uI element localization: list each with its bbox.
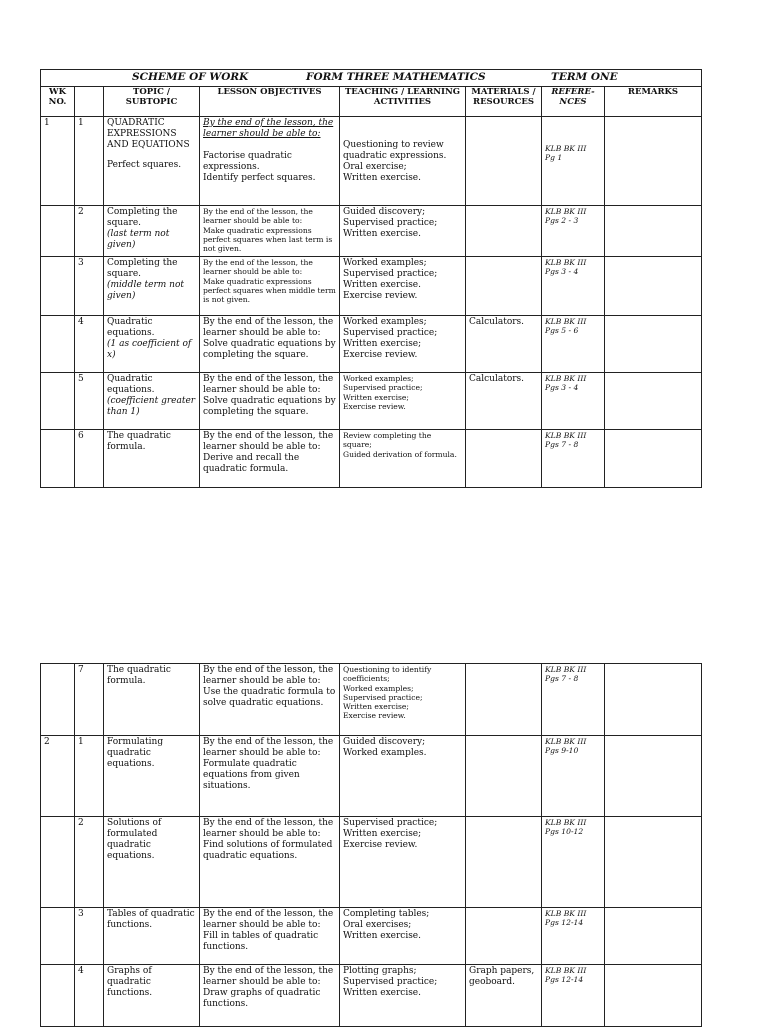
remarks-cell xyxy=(605,430,702,488)
remarks-cell xyxy=(605,257,702,316)
objectives-cell xyxy=(200,373,340,430)
objectives-cell xyxy=(200,965,340,1027)
objectives-cell xyxy=(200,316,340,373)
materials-cell xyxy=(466,908,542,965)
objective-text: Use the quadratic formula to solve quadratic equations. xyxy=(203,686,336,708)
activities-cell: Plotting graphs; Supervised practice; Written exercise. xyxy=(340,965,466,1027)
objective-text: Draw graphs of quadratic functions. xyxy=(203,987,321,1009)
materials-cell: Calculators. xyxy=(466,373,542,430)
header-topic: TOPIC / SUBTOPIC xyxy=(104,87,200,117)
objective-intro: By the end of the lesson, the learner should be able to: xyxy=(203,665,334,686)
header-lesson xyxy=(75,87,104,117)
topic-cell xyxy=(104,206,200,257)
header-wk: WK NO. xyxy=(41,87,75,117)
references-cell: KLB BK III Pgs 3 - 4 xyxy=(542,257,605,316)
materials-cell xyxy=(466,117,542,206)
lesson-cell: 2 xyxy=(75,206,104,257)
lesson-cell: 1 xyxy=(75,736,104,817)
lesson-cell: 2 xyxy=(75,817,104,908)
subtopic-note: (coefficient greater than 1) xyxy=(107,395,196,417)
objective-intro: By the end of the lesson, the learner should be able to: xyxy=(203,966,334,987)
activities-text: Questioning to review quadratic expressions. Oral exercise; Written exercise. xyxy=(343,140,447,183)
activities-cell: Completing tables; Oral exercises; Written exercise. xyxy=(340,908,466,965)
scheme-table-page1 xyxy=(40,69,702,488)
table-row xyxy=(41,430,702,488)
objective-intro: By the end of the lesson, the learner should be able to: xyxy=(203,207,313,226)
objectives-cell xyxy=(200,908,340,965)
week-cell xyxy=(41,817,75,908)
lesson-cell: 4 xyxy=(75,965,104,1027)
topic-cell xyxy=(104,430,200,488)
lesson-cell: 6 xyxy=(75,430,104,488)
objective-intro: By the end of the lesson, the learner should be able to: xyxy=(203,118,334,139)
objectives-cell xyxy=(200,430,340,488)
materials-cell xyxy=(466,206,542,257)
term-title: TERM ONE xyxy=(551,71,618,83)
materials-cell xyxy=(466,736,542,817)
objective-intro: By the end of the lesson, the learner should be able to: xyxy=(203,818,334,839)
week-cell xyxy=(41,965,75,1027)
week-cell xyxy=(41,257,75,316)
table-row xyxy=(41,373,702,430)
topic-text: Completing the square. xyxy=(107,207,178,228)
table-row xyxy=(41,316,702,373)
materials-cell xyxy=(466,257,542,316)
topic-cell xyxy=(104,316,200,373)
topic-cell: Formulating quadratic equations. xyxy=(104,736,200,817)
references-cell: KLB BK III Pgs 5 - 6 xyxy=(542,316,605,373)
materials-cell: Graph papers, geoboard. xyxy=(466,965,542,1027)
topic-text: Quadratic equations. xyxy=(107,374,155,395)
remarks-cell xyxy=(605,664,702,736)
subtopic-note: (1 as coefficient of x) xyxy=(107,338,192,360)
lesson-cell: 3 xyxy=(75,257,104,316)
activities-cell: Guided discovery; Worked examples. xyxy=(340,736,466,817)
objectives-cell xyxy=(200,736,340,817)
references-cell: KLB BK III Pgs 7 - 8 xyxy=(542,430,605,488)
remarks-cell xyxy=(605,736,702,817)
lesson-cell: 1 xyxy=(75,117,104,206)
activities-cell: Review completing the square; Guided derivation of formula. xyxy=(340,430,466,488)
subtopic-note: (middle term not given) xyxy=(107,279,184,301)
table-row xyxy=(41,257,702,316)
objective-intro: By the end of the lesson, the learner should be able to: xyxy=(203,258,313,277)
objective-intro: By the end of the lesson, the learner should be able to: xyxy=(203,909,334,930)
topic-text: The quadratic formula. xyxy=(107,431,171,452)
objective-intro: By the end of the lesson, the learner should be able to: xyxy=(203,737,334,758)
remarks-cell xyxy=(605,908,702,965)
table-row xyxy=(41,117,702,206)
activities-cell: Worked examples; Supervised practice; Written exercise; Exercise review. xyxy=(340,316,466,373)
topic-cell: Graphs of quadratic functions. xyxy=(104,965,200,1027)
objectives-cell xyxy=(200,817,340,908)
activities-cell: Guided discovery; Supervised practice; Written exercise. xyxy=(340,206,466,257)
objectives-cell xyxy=(200,117,340,206)
remarks-cell xyxy=(605,965,702,1027)
topic-cell xyxy=(104,373,200,430)
objective-text: Derive and recall the quadratic formula. xyxy=(203,452,300,474)
topic-cell: Tables of quadratic functions. xyxy=(104,908,200,965)
topic-text: QUADRATIC EXPRESSIONS AND EQUATIONS xyxy=(107,118,190,150)
objective-text: Make quadratic expressions perfect squares when last term is not given. xyxy=(203,225,333,253)
lesson-cell: 7 xyxy=(75,664,104,736)
references-cell: KLB BK III Pgs 10-12 xyxy=(542,817,605,908)
topic-cell: Solutions of formulated quadratic equations. xyxy=(104,817,200,908)
materials-cell xyxy=(466,430,542,488)
week-cell xyxy=(41,908,75,965)
objective-text: Factorise quadratic expressions. Identify perfect squares. xyxy=(203,150,316,183)
activities-cell: Supervised practice; Written exercise; Exercise review. xyxy=(340,817,466,908)
references-cell: KLB BK III Pgs 7 - 8 xyxy=(542,664,605,736)
week-cell xyxy=(41,206,75,257)
objective-text: Formulate quadratic equations from given situations. xyxy=(203,758,300,791)
remarks-cell xyxy=(605,316,702,373)
remarks-cell xyxy=(605,373,702,430)
scheme-title-row xyxy=(41,70,702,87)
week-cell xyxy=(41,430,75,488)
materials-cell xyxy=(466,817,542,908)
topic-cell: The quadratic formula. xyxy=(104,664,200,736)
materials-cell: Calculators. xyxy=(466,316,542,373)
activities-cell: Worked examples; Supervised practice; Written exercise; Exercise review. xyxy=(340,373,466,430)
subtopic-text: Perfect squares. xyxy=(107,159,182,170)
scheme-title: SCHEME OF WORK xyxy=(132,71,249,83)
header-objectives: LESSON OBJECTIVES xyxy=(200,87,340,117)
objective-text: Find solutions of formulated quadratic equations. xyxy=(203,839,333,861)
topic-text: Completing the square. xyxy=(107,258,178,279)
table-row xyxy=(41,206,702,257)
objectives-cell xyxy=(200,257,340,316)
lesson-cell: 5 xyxy=(75,373,104,430)
header-remarks: REMARKS xyxy=(605,87,702,117)
table-row xyxy=(41,664,702,736)
activities-cell xyxy=(340,117,466,206)
remarks-cell xyxy=(605,206,702,257)
table-row xyxy=(41,965,702,1027)
header-activities: TEACHING / LEARNING ACTIVITIES xyxy=(340,87,466,117)
objective-text: Fill in tables of quadratic functions. xyxy=(203,930,319,952)
objective-intro: By the end of the lesson, the learner should be able to: xyxy=(203,374,334,395)
materials-cell xyxy=(466,664,542,736)
objective-text: Make quadratic expressions perfect squares when middle term is not given. xyxy=(203,276,336,304)
activities-cell: Worked examples; Supervised practice; Written exercise. Exercise review. xyxy=(340,257,466,316)
form-title: FORM THREE MATHEMATICS xyxy=(306,71,486,83)
week-cell xyxy=(41,664,75,736)
topic-text: Quadratic equations. xyxy=(107,317,155,338)
week-cell xyxy=(41,316,75,373)
lesson-cell: 4 xyxy=(75,316,104,373)
header-materials: MATERIALS / RESOURCES xyxy=(466,87,542,117)
references-cell: KLB BK III Pgs 12-14 xyxy=(542,908,605,965)
table-row xyxy=(41,817,702,908)
references-cell: KLB BK III Pgs 12-14 xyxy=(542,965,605,1027)
references-cell: KLB BK III Pgs 9-10 xyxy=(542,736,605,817)
objectives-cell xyxy=(200,664,340,736)
subtopic-note: (last term not given) xyxy=(107,228,170,250)
lesson-cell: 3 xyxy=(75,908,104,965)
objective-text: Solve quadratic equations by completing the square. xyxy=(203,338,336,360)
references-cell: KLB BK III Pgs 2 - 3 xyxy=(542,206,605,257)
remarks-cell xyxy=(605,117,702,206)
topic-cell xyxy=(104,257,200,316)
table-row xyxy=(41,736,702,817)
objectives-cell xyxy=(200,206,340,257)
topic-cell xyxy=(104,117,200,206)
references-text: KLB BK III Pg 1 xyxy=(545,144,587,163)
header-references: REFERE-NCES xyxy=(542,87,605,117)
activities-cell: Questioning to identify coefficients; Worked examples; Supervised practice; Written exercise; Exercise review. xyxy=(340,664,466,736)
scheme-table-page2 xyxy=(40,663,702,1027)
week-cell: 1 xyxy=(41,117,75,206)
objective-intro: By the end of the lesson, the learner should be able to: xyxy=(203,317,334,338)
references-cell xyxy=(542,117,605,206)
week-cell: 2 xyxy=(41,736,75,817)
references-cell: KLB BK III Pgs 3 - 4 xyxy=(542,373,605,430)
table-row xyxy=(41,908,702,965)
objective-text: Solve quadratic equations by completing the square. xyxy=(203,395,336,417)
remarks-cell xyxy=(605,817,702,908)
objective-intro: By the end of the lesson, the learner should be able to: xyxy=(203,431,334,452)
week-cell xyxy=(41,373,75,430)
